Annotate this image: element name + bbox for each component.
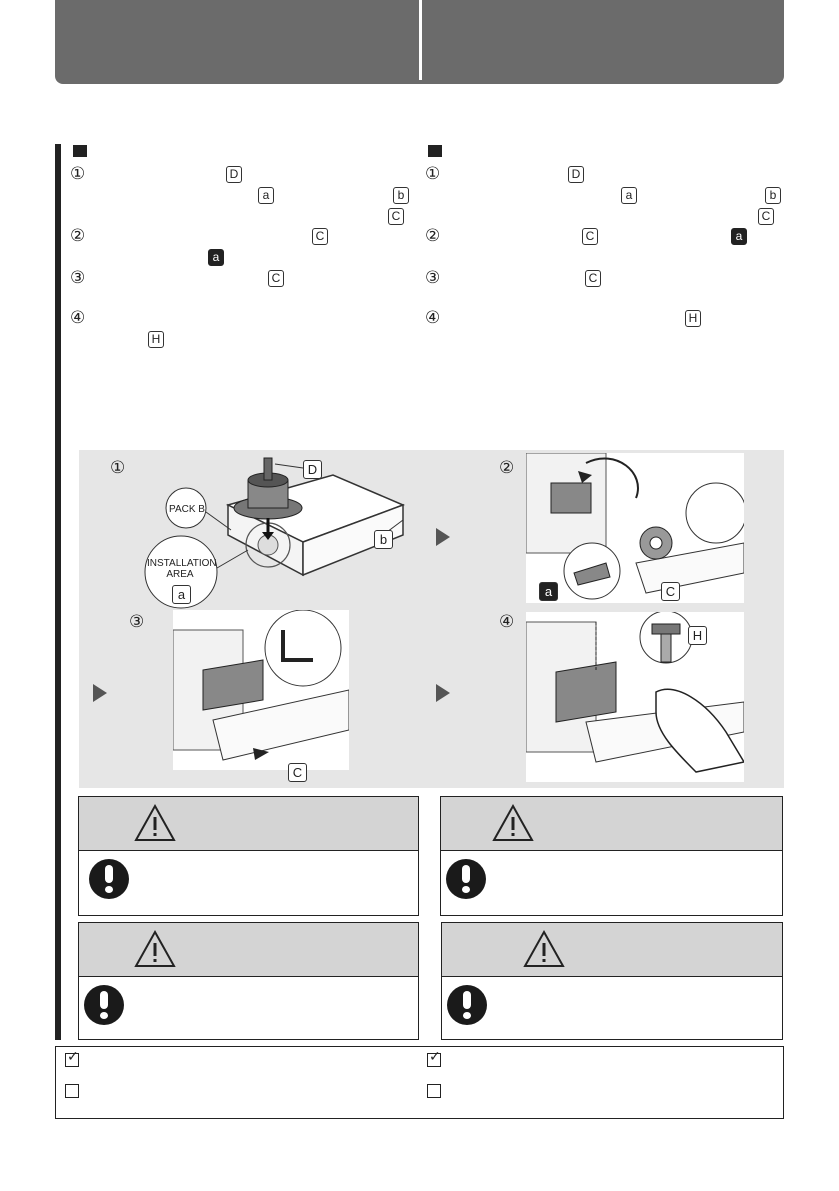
callout-C-2: C [661, 582, 680, 601]
right-step-1-number: ① [425, 164, 441, 184]
left-tag-D: D [226, 166, 242, 183]
pack-b-label: PACK B [169, 504, 205, 515]
warning-triangle-icon [522, 929, 566, 969]
left-tag-a-inverse: a [208, 249, 224, 266]
right-tag-C-3: C [585, 270, 601, 287]
unchecked-checkbox-icon[interactable] [427, 1084, 441, 1098]
left-tag-C: C [388, 208, 404, 225]
right-step-2-number: ② [425, 226, 441, 246]
warning-box-top-left [78, 796, 419, 916]
illus-step-2-number: ② [499, 458, 515, 478]
caution-header [79, 923, 418, 977]
warning-header [441, 797, 782, 851]
left-step-2-number: ② [70, 226, 86, 246]
checklist-box [55, 1046, 784, 1119]
right-tag-b: b [765, 187, 781, 204]
callout-a-inverse: a [539, 582, 558, 601]
callout-a: a [172, 585, 191, 604]
checked-checkbox-icon[interactable]: ✓ [429, 1049, 441, 1065]
checked-checkbox-icon[interactable]: ✓ [67, 1049, 79, 1065]
screw-fastening-image [526, 612, 744, 782]
right-tag-a: a [621, 187, 637, 204]
right-step-3-number: ③ [425, 268, 441, 288]
left-tag-a: a [258, 187, 274, 204]
warning-header [79, 797, 418, 851]
left-tag-H: H [148, 331, 164, 348]
left-step-1-number: ① [70, 164, 86, 184]
callout-D: D [303, 460, 322, 479]
mandatory-action-icon [446, 859, 486, 899]
installation-area-label: INSTALLATION AREA [147, 558, 217, 580]
unchecked-checkbox-icon[interactable] [65, 1084, 79, 1098]
bracket-slide-image [173, 610, 349, 770]
right-tag-C: C [758, 208, 774, 225]
next-arrow-1 [436, 528, 450, 546]
warning-triangle-icon [491, 803, 535, 843]
warning-triangle-icon [133, 929, 177, 969]
right-tag-H: H [685, 310, 701, 327]
warning-triangle-icon [133, 803, 177, 843]
caution-header [442, 923, 782, 977]
section-side-rule [55, 144, 61, 1040]
illustration-panel [79, 450, 784, 788]
caution-box-bottom-right [441, 922, 783, 1040]
next-arrow-2 [93, 684, 107, 702]
illus-step-3-number: ③ [129, 612, 145, 632]
right-step-4-number: ④ [425, 308, 441, 328]
illus-step-4-number: ④ [499, 612, 515, 632]
illus-step-1-number: ① [110, 458, 126, 478]
right-tag-C-2: C [582, 228, 598, 245]
header-divider [419, 0, 422, 80]
bracket-hook-image [526, 453, 744, 603]
mandatory-action-icon [447, 985, 487, 1025]
left-tag-C-3: C [268, 270, 284, 287]
warning-box-top-right [440, 796, 783, 916]
mandatory-action-icon [89, 859, 129, 899]
right-tag-a-inverse: a [731, 228, 747, 245]
callout-C-3: C [288, 763, 307, 782]
left-step-4-number: ④ [70, 308, 86, 328]
next-arrow-3 [436, 684, 450, 702]
left-step-3-number: ③ [70, 268, 86, 288]
right-tag-D: D [568, 166, 584, 183]
left-tag-C-2: C [312, 228, 328, 245]
mandatory-action-icon [84, 985, 124, 1025]
callout-b: b [374, 530, 393, 549]
right-section-marker [428, 145, 442, 157]
callout-H: H [688, 626, 707, 645]
left-tag-b: b [393, 187, 409, 204]
caution-box-bottom-left [78, 922, 419, 1040]
left-section-marker [73, 145, 87, 157]
